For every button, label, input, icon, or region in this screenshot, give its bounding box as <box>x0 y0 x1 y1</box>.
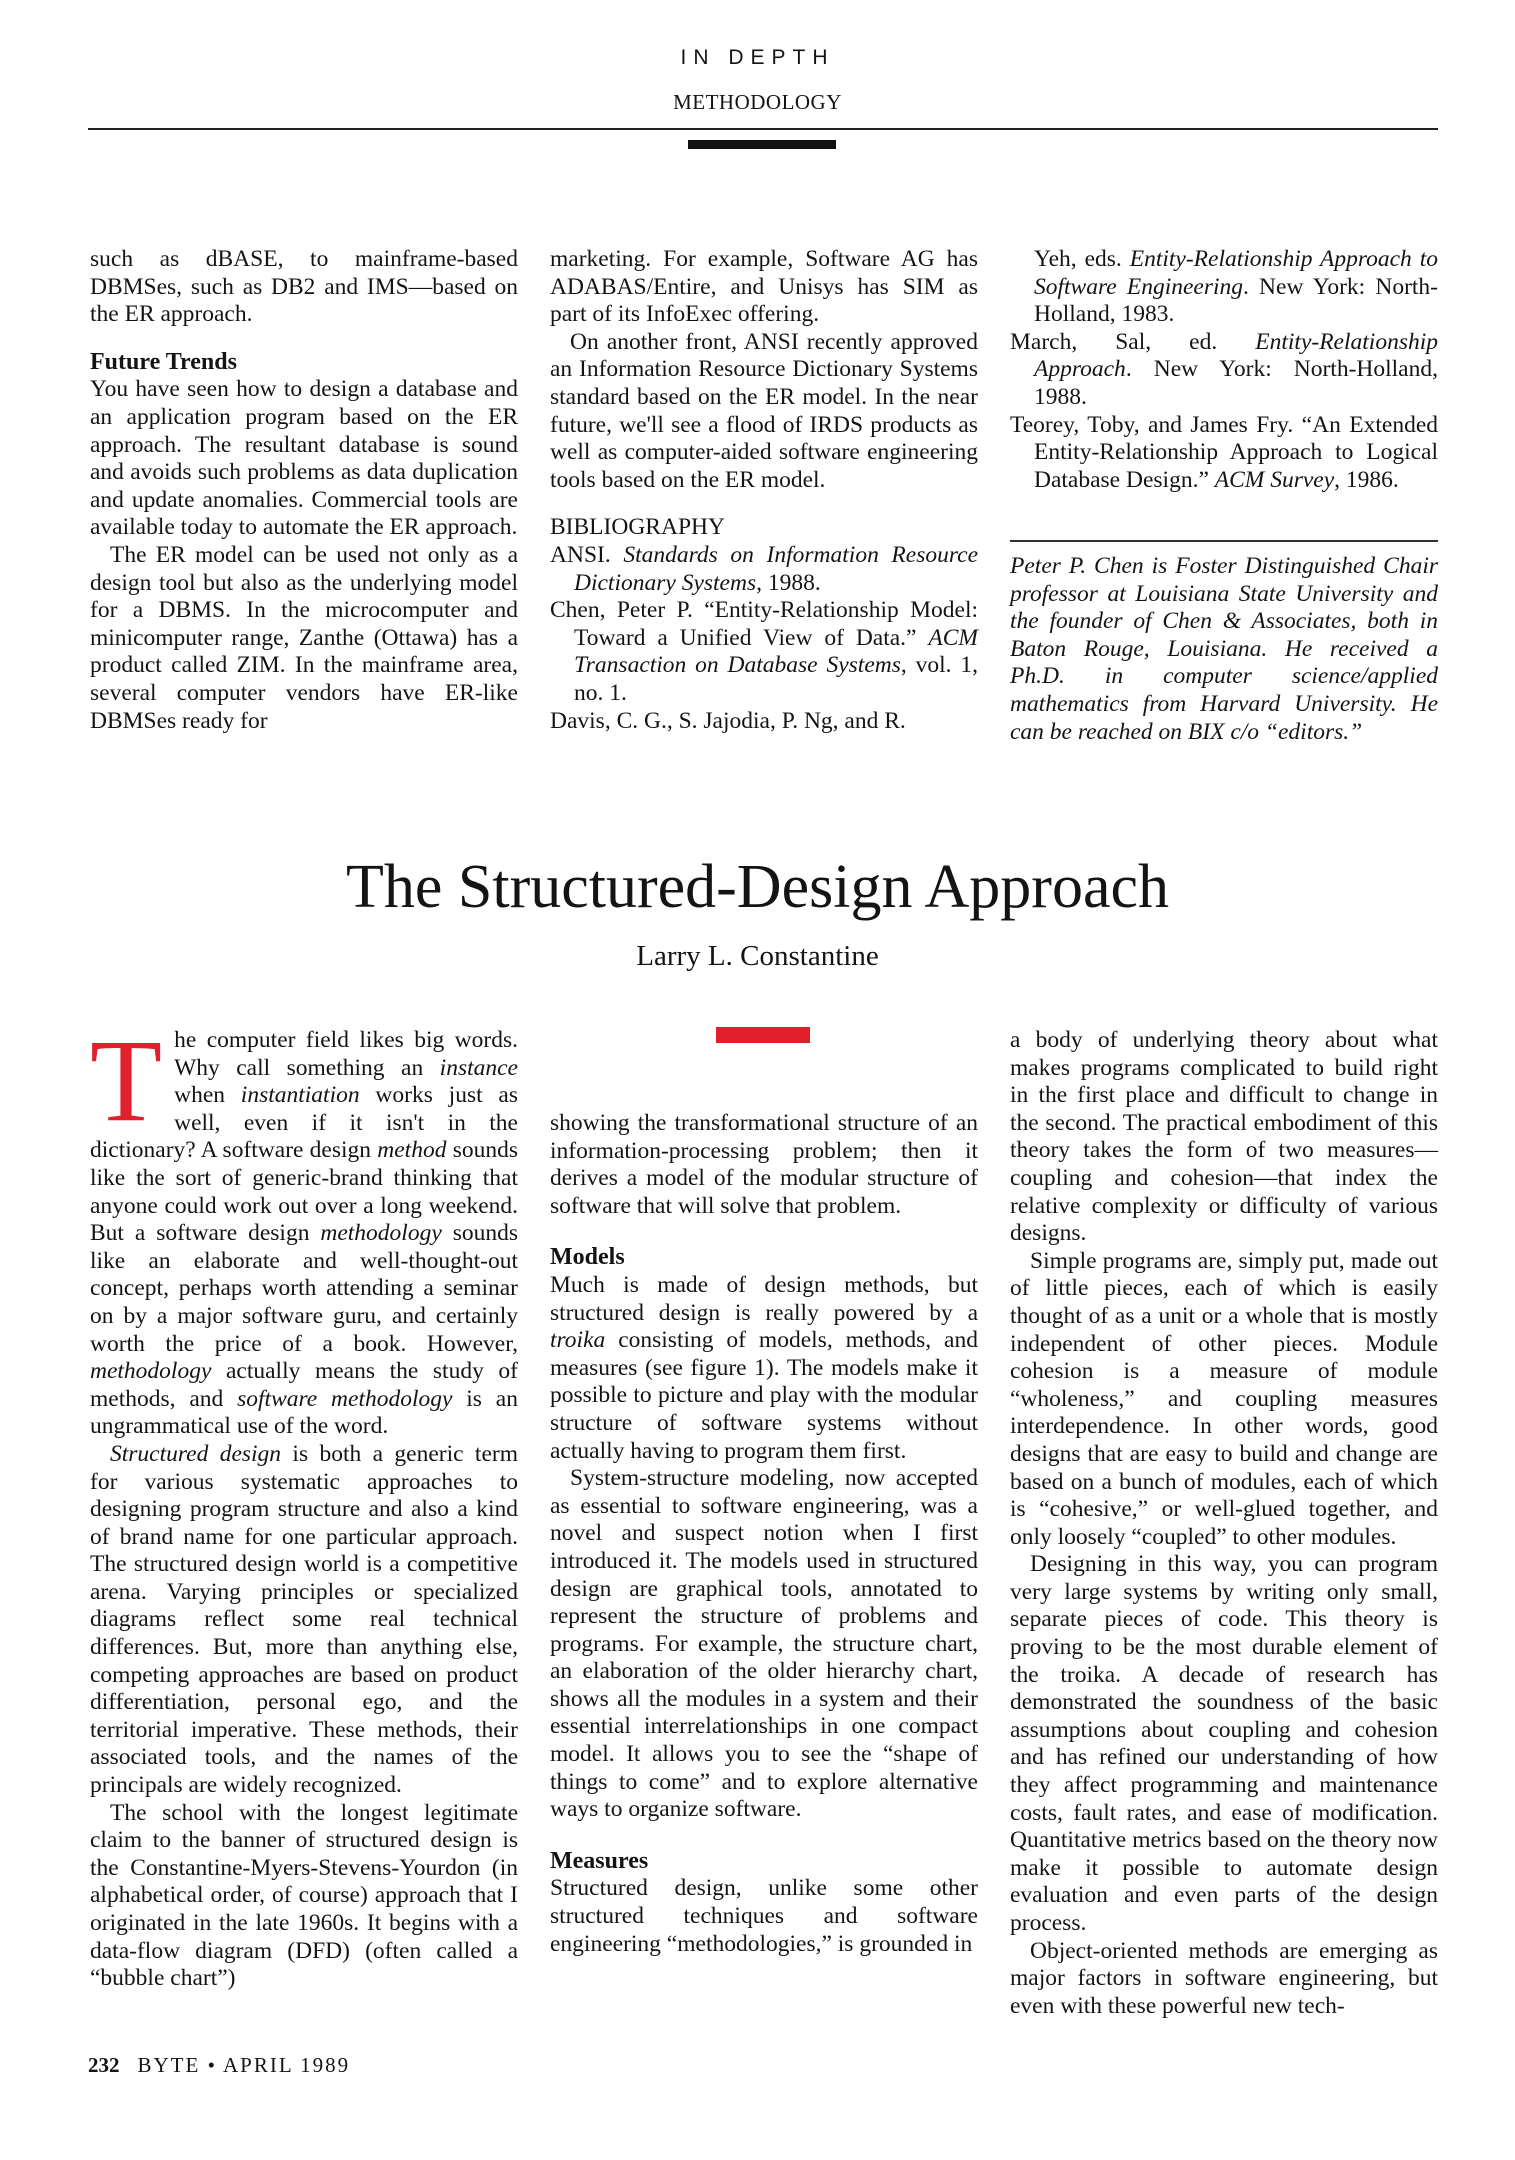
bibliography-entry: Chen, Peter P. “Entity-Relationship Model: Toward a Unified View of Data.” ACM Transaction on Database Systems, vol. 1, no. 1. <box>550 597 979 706</box>
drop-cap: T <box>90 1015 163 1146</box>
author-bio <box>1010 553 1438 746</box>
accent-bar <box>716 1027 810 1043</box>
running-head-subsection: METHODOLOGY <box>673 90 842 114</box>
article-column-1 <box>90 1015 518 1993</box>
running-head-section: IN DEPTH <box>680 46 835 69</box>
paragraph: The school with the longest legitimate claim to the banner of structured design is the Constantine-Myers-Stevens-Yourdon (in alphabetical order, of course) approach that I originated in the late 1960s. It begins with a data-flow diagram (DFD) (often called a “bubble chart”) <box>90 1799 518 1992</box>
paragraph: such as dBASE, to mainframe-based DBMSes, such as DB2 and IMS—based on the ER approach. <box>90 246 518 328</box>
prev-article-column-3 <box>1010 246 1438 494</box>
paragraph: Much is made of design methods, but structured design is really powered by a troika consisting of models, methods, and measures (see figure 1). The models make it possible to picture and play with the modular structure of software systems without actually having to program them first. <box>550 1271 978 1464</box>
paragraph: On another front, ANSI recently approved an Information Resource Dictionary Systems standard based on the ER model. In the near future, we'll see a flood of IRDS products as well as computer-aided software engineering tools based on the ER model. <box>550 328 978 493</box>
bibliography-entry: ANSI. Standards on Information Resource Dictionary Systems, 1988. <box>550 541 978 596</box>
bibliography-entry: March, Sal, ed. Entity-Relationship Approach. New York: North-Holland, 1988. <box>1010 328 1438 410</box>
paragraph: The ER model can be used not only as a design tool but also as the underlying model for a DBMS. In the microcomputer and minicomputer range, Zanthe (Ottawa) has a product called ZIM. In the mainframe area, several computer vendors have ER-like DBMSes ready for <box>90 541 518 734</box>
bibliography-entry: Davis, C. G., S. Jajodia, P. Ng, and R. <box>550 707 906 734</box>
paragraph: Structured design is both a generic term for various systematic approaches to designing program structure and also a kind of brand name for one particular approach. The structured design world is a competitive arena. Varying principles or specialized diagrams reflect some real technical differences. But, more than anything else, competing approaches are based on product differentiation, personal ego, and the territorial imperative. These methods, their associated tools, and the names of the principals are widely recognized. <box>90 1440 518 1799</box>
paragraph: Designing in this way, you can program very large systems by writing only small, separate pieces of code. This theory is proving to be the most durable element of the troika. A decade of research has demonstrated the soundness of the basic assumptions about coupling and cohesion and has refined our understanding of how they affect programming and maintenance costs, fault rates, and ease of modification. Quantitative metrics based on the theory now make it possible to automate design evaluation and even parts of the design process. <box>1010 1551 1438 1936</box>
bio-rule <box>1010 540 1438 542</box>
article-author: Larry L. Constantine <box>636 940 879 972</box>
paragraph: a body of underlying theory about what makes programs complicated to build right in the first place and difficult to change in the second. The practical embodiment of this theory takes the form of two measures—coupling and cohesion—that index the relative complexity or difficulty of various designs. <box>1010 1027 1438 1247</box>
section-heading: Future Trends <box>90 348 237 375</box>
paragraph: showing the transformational structure of an information-processing problem; then it derives a model of the modular structure of software that will solve that problem. <box>550 1110 978 1219</box>
author-bio-text: Peter P. Chen is Foster Distinguished Chair professor at Louisiana State University and the founder of Chen & Associates, both in Baton Rouge, Louisiana. He received a Ph.D. in computer science/applied mathematics from Harvard University. He can be reached on BIX c/o “editors.” <box>1010 553 1438 745</box>
bibliography-entry: Teorey, Toby, and James Fry. “An Extended Entity-Relationship Approach to Logical Database Design.” ACM Survey, 1986. <box>1010 411 1438 493</box>
paragraph: Object-oriented methods are emerging as major factors in software engineering, but even with these powerful new tech- <box>1010 1937 1438 2019</box>
paragraph: System-structure modeling, now accepted as essential to software engineering, was a novel and suspect notion when I first introduced it. The models used in structured design are graphical tools, annotated to represent the structure of problems and programs. For example, the structure chart, an elaboration of the older hierarchy chart, shows all the modules in a system and their essential interrelationships in one compact model. It allows you to see the “shape of things to come” and to explore alternative ways to organize software. <box>550 1465 978 1823</box>
paragraph: You have seen how to design a database and an application program based on the ER approach. The resultant database is sound and avoids such problems as data duplication and update anomalies. Commercial tools are available today to automate the ER approach. <box>90 376 518 541</box>
paragraph: Simple programs are, simply put, made out of little pieces, each of which is easily thought of as a unit or a whole that is mostly independent of other pieces. Module cohesion is a measure of module “wholeness,” and coupling measures interdependence. In other words, good designs that are easy to build and change are based on a bunch of modules, each of which is “cohesive,” or well-glued together, and only loosely “coupled” to other modules. <box>1010 1247 1438 1550</box>
bibliography-entry-continued: Yeh, eds. Entity-Relationship Approach to Software Engineering. New York: North-Holland, 1983. <box>1034 246 1438 328</box>
section-heading: Measures <box>550 1847 649 1874</box>
prev-article-column-2 <box>550 246 978 735</box>
article-column-2 <box>550 1110 978 1958</box>
page-number: 232 <box>88 2053 120 2077</box>
header-accent-bar <box>688 140 836 149</box>
bibliography-heading: BIBLIOGRAPHY <box>550 514 725 541</box>
section-heading: Models <box>550 1244 625 1271</box>
header-rule <box>88 128 1438 130</box>
article-title: The Structured-Design Approach <box>346 853 1169 921</box>
article-column-3 <box>1010 1027 1438 2020</box>
prev-article-column-1 <box>90 246 518 735</box>
lead-paragraph: The computer field likes big words. Why call something an instance when instantiation works just as well, even if it isn't in the dictionary? A software design method sounds like the sort of generic-brand thinking that anyone could work out over a long weekend. But a software design methodology sounds like an elaborate and well-thought-out concept, perhaps worth attending a seminar on by a major software guru, and certainly worth the price of a book. However, methodology actually means the study of methods, and software methodology is an ungrammatical use of the word. <box>90 1015 518 1440</box>
publication-line: BYTE • APRIL 1989 <box>137 2053 351 2077</box>
page-footer <box>88 2053 350 2078</box>
paragraph: Structured design, unlike some other structured techniques and software engineering “methodologies,” is grounded in <box>550 1875 978 1957</box>
paragraph: marketing. For example, Software AG has ADABAS/Entire, and Unisys has SIM as part of its InfoExec offering. <box>550 246 978 328</box>
